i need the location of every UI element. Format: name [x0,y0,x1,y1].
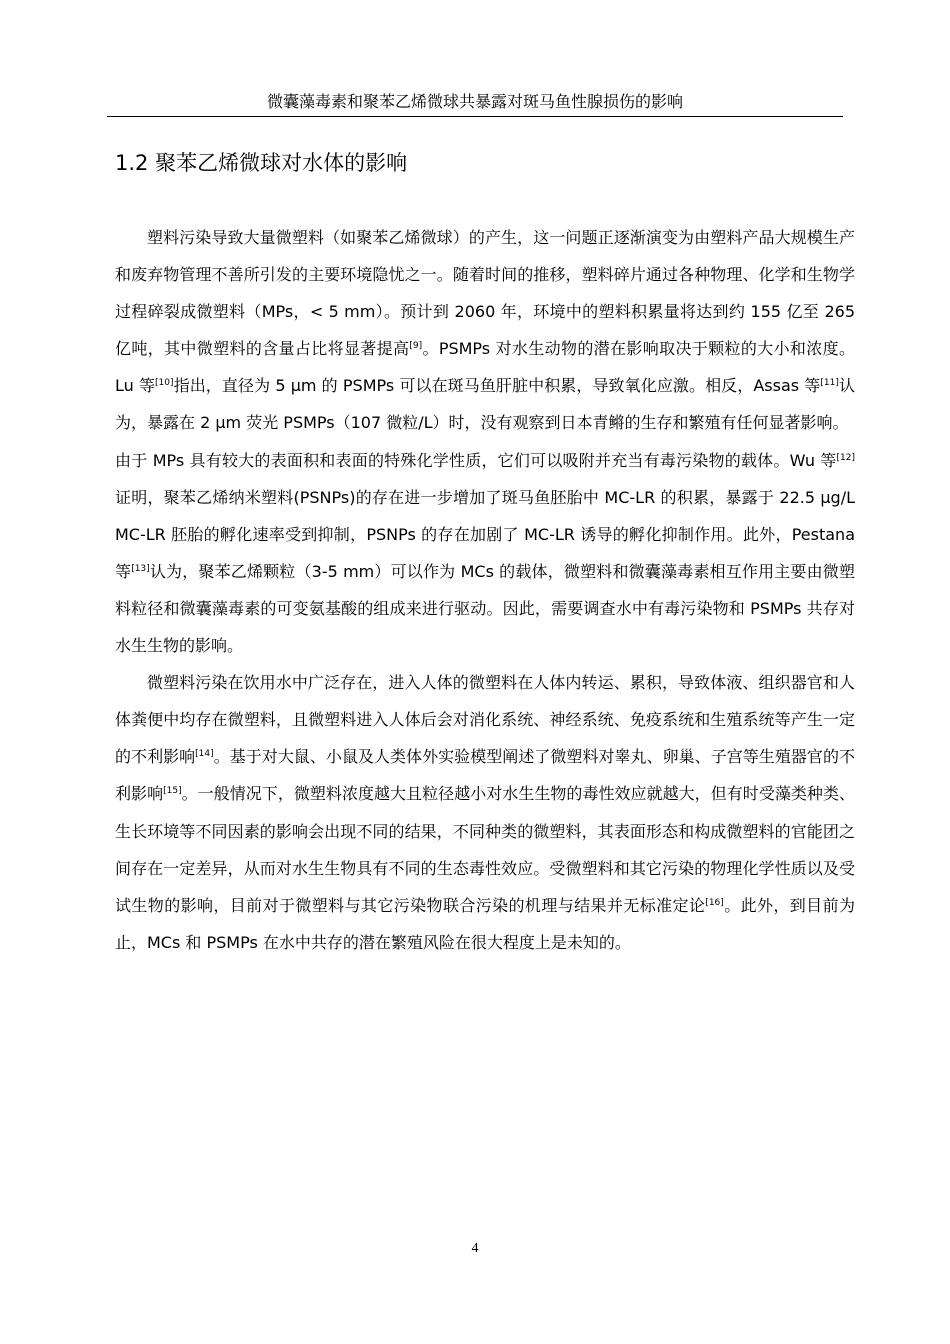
paragraph-1 [115,219,855,442]
citation-13: [13] [131,563,150,574]
citation-15: [15] [163,786,182,797]
paragraph-1-text-3: 指出，直径为 5 μm 的 PSMPs 可以在斑马鱼肝脏中积累，导致氧化应激。相反，Assas 等 [173,376,821,396]
citation-14: [14] [195,749,214,760]
body-text [115,219,855,961]
paragraph-1-text-1: 塑料污染导致大量微塑料（如聚苯乙烯微球）的产生，这一问题正逐渐演变为由塑料产品大规模生产和废弃物管理不善所引发的主要环境隐忧之一。随着时间的推移，塑料碎片通过各种物理、化学和生物学过程碎裂成微塑料（MPs，< 5 mm）。预计到 2060 年，环境中的塑料积累量将达到约 155 亿至 265 亿吨，其中微塑料的含量占比将显著提高 [115,228,855,359]
section-heading: 1.2 聚苯乙烯微球对水体的影响 [115,151,408,175]
citation-10: [10] [155,378,174,389]
paragraph-1-text-5: 由于 MPs 具有较大的表面积和表面的特殊化学性质，它们可以吸附并充当有毒污染物的载体。Wu 等 [115,450,837,470]
paragraph-2-text-4: 。此外，到目前为止，MCs 和 PSMPs 在水中共存的潜在繁殖风险在很大程度上是未知的。 [115,895,855,952]
paragraph-1-text-4: 认为，暴露在 2 μm 荧光 PSMPs（107 微粒/L）时，没有观察到日本青鳉的生存和繁殖有任何显著影响。 [115,376,855,433]
running-header: 微囊藻毒素和聚苯乙烯微球共暴露对斑马鱼性腺损伤的影响 [107,88,843,117]
paragraph-2-text-2: 。基于对大鼠、小鼠及人类体外实验模型阐述了微塑料对睾丸、卵巢、子宫等生殖器官的不利影响 [115,747,855,804]
citation-12: [12] [836,452,855,463]
citation-11: [11] [820,378,839,389]
page-number: 4 [471,1241,479,1256]
paragraph-1-text-2: 。PSMPs 对水生动物的潜在影响取决于颗粒的大小和浓度。Lu 等 [115,339,855,396]
paragraph-1-continued [115,442,855,665]
paragraph-2 [115,664,855,961]
citation-9: [9] [409,341,423,352]
paragraph-1-text-6: 证明，聚苯乙烯纳米塑料(PSNPs)的存在进一步增加了斑马鱼胚胎中 MC-LR 的积累，暴露于 22.5 μg/L MC-LR 胚胎的孵化速率受到抑制，PSNPs 的存在加剧了 MC-LR 诱导的孵化抑制作用。此外，Pestana 等 [115,487,855,581]
citation-16: [16] [705,897,724,908]
paragraph-1-text-7: 认为，聚苯乙烯颗粒（3-5 mm）可以作为 MCs 的载体，微塑料和微囊藻毒素相互作用主要由微塑料粒径和微囊藻毒素的可变氨基酸的组成来进行驱动。因此，需要调查水中有毒污染物和 PSMPs 共存对水生生物的影响。 [115,561,855,656]
paragraph-2-text-3: 。一般情况下，微塑料浓度越大且粒径越小对水生生物的毒性效应就越大，但有时受藻类种类、生长环境等不同因素的影响会出现不同的结果，不同种类的微塑料，其表面形态和构成微塑料的官能团之间存在一定差异，从而对水生生物具有不同的生态毒性效应。受微塑料和其它污染的物理化学性质以及受试生物的影响，目前对于微塑料与其它污染物联合污染的机理与结果并无标准定论 [115,784,855,915]
paragraph-2-text-1: 微塑料污染在饮用水中广泛存在，进入人体的微塑料在人体内转运、累积，导致体液、组织器官和人体粪便中均存在微塑料，且微塑料进入人体后会对消化系统、神经系统、免疫系统和生殖系统等产生一定的不利影响 [115,673,855,767]
